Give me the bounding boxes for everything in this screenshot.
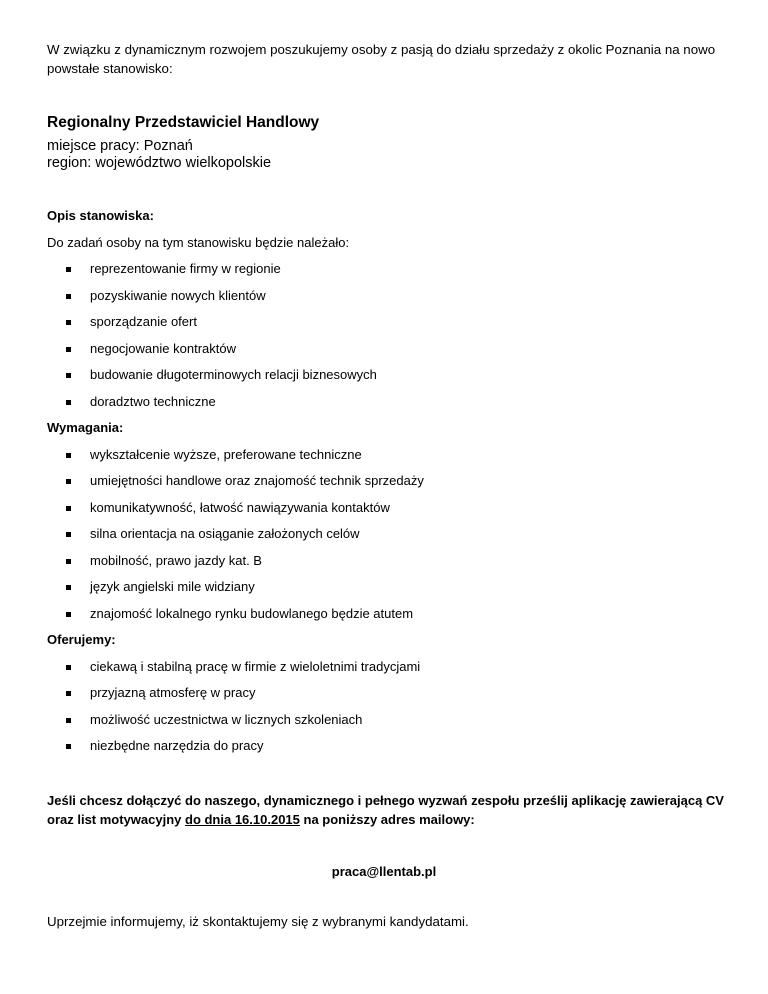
bullet-icon <box>66 532 71 537</box>
bullet-icon <box>66 400 71 405</box>
footer-note: Uprzejmie informujemy, iż skontaktujemy się z wybranymi kandydatami. <box>47 914 469 929</box>
requirements-heading: Wymagania: <box>47 420 124 435</box>
bullet-icon <box>66 347 71 352</box>
application-instructions: Jeśli chcesz dołączyć do naszego, dynamicznego i pełnego wyzwań zespołu prześlij aplikację zawierającą CV oraz list motywacyjny do dnia 16.10.2015 na poniższy adres mailowy: <box>47 793 724 827</box>
bullet-icon <box>66 320 71 325</box>
job-title: Regionalny Przedstawiciel Handlowy <box>47 114 320 131</box>
bullet-icon <box>66 612 71 617</box>
bullet-icon <box>66 718 71 723</box>
description-lead: Do zadań osoby na tym stanowisku będzie należało: <box>47 235 350 250</box>
bullet-icon <box>66 479 71 484</box>
offer-heading: Oferujemy: <box>47 632 116 647</box>
bullet-icon <box>66 585 71 590</box>
job-posting-page: W związku z dynamicznym rozwojem poszukujemy osoby z pasją do działu sprzedaży z okolic Poznania na nowo powstałe stanowisko: Regionalny Przedstawiciel Handlowy miejsce pracy: Poznań region: województwo wielkopolskie Opis stanowiska: Do zadań osoby na tym stanowisku będzie należało: reprezentowanie firmy w regionie pozyskiwanie nowych klientów sporządzanie ofert negocjowanie kontraktów budowanie długoterminowych relacji biznesowych doradztwo techniczne Wymagania: wykształcenie wyższe, preferowane techniczne umiejętności handlowe oraz znajomość technik sprzedaży komunikatywność, łatwość nawiązywania kontaktów silna orientacja na osiąganie założonych celów mobilność, prawo jazdy kat. B język angielski mile widziany znajomość lokalnego rynku budowlanego będzie atutem Oferujemy: ciekawą i stabilną pracę w firmie z wieloletnimi tradycjami przyjazną atmosferę w pracy możliwość uczestnictwa w licznych szkoleniach niezbędne narzędzia do pracy Jeśli chcesz dołączyć do naszego, dynamicznego i pełnego wyzwań zespołu prześlij aplikację zawierającą CV oraz list motywacyjny do dnia 16.10.2015 na poniższy adres mailowy: praca@llentab.pl Uprzejmie informujemy, iż skontaktujemy się z wybranymi kandydatami. <box>0 0 768 994</box>
bullet-icon <box>66 453 71 458</box>
job-region: region: województwo wielkopolskie <box>47 155 272 171</box>
bullet-icon <box>66 267 71 272</box>
bullet-icon <box>66 373 71 378</box>
bullet-icon <box>66 559 71 564</box>
intro-paragraph: W związku z dynamicznym rozwojem poszukujemy osoby z pasją do działu sprzedaży z okolic Poznania na nowo powstałe stanowisko: <box>47 42 716 76</box>
contact-email[interactable]: praca@llentab.pl <box>331 864 437 879</box>
bullet-icon <box>66 506 71 511</box>
bullet-icon <box>66 294 71 299</box>
bullet-icon <box>66 691 71 696</box>
deadline: do dnia 16.10.2015 <box>185 812 300 827</box>
bullet-icon <box>66 744 71 749</box>
description-heading: Opis stanowiska: <box>47 208 154 223</box>
bullet-icon <box>66 665 71 670</box>
job-location: miejsce pracy: Poznań <box>47 138 193 154</box>
